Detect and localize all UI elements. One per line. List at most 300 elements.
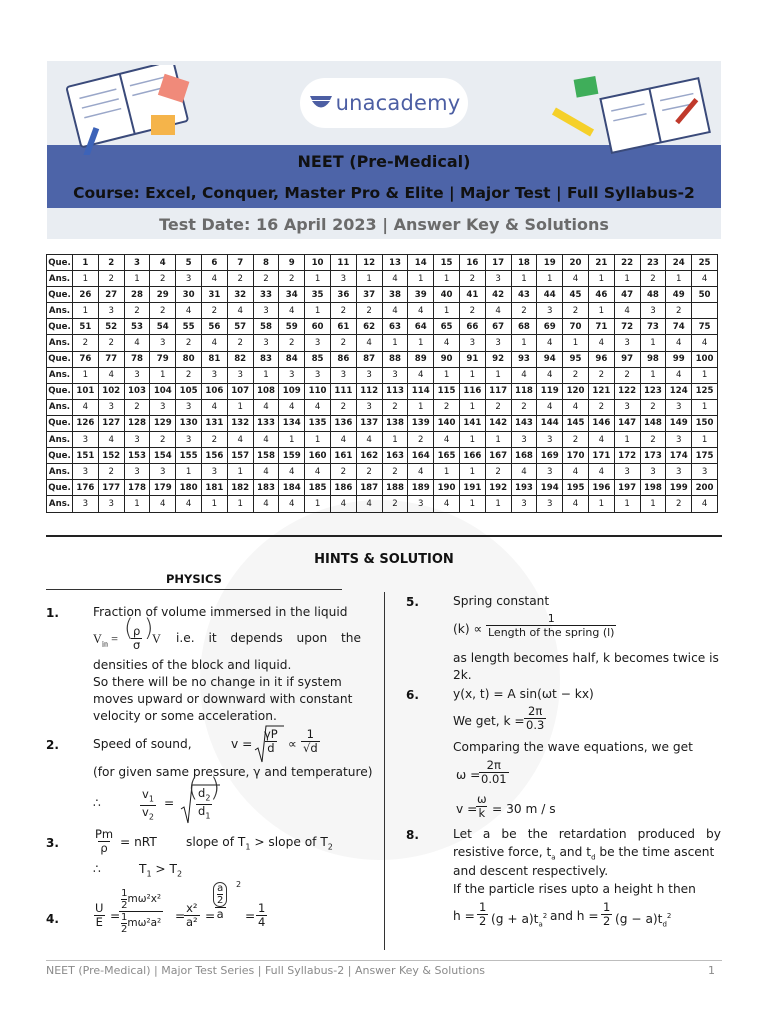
question-cell: 55 xyxy=(176,319,202,335)
answer-cell: 1 xyxy=(73,303,99,319)
q1-line5: moves upward or downward with constant xyxy=(93,692,353,706)
question-cell: 58 xyxy=(253,319,279,335)
answer-cell: 4 xyxy=(356,335,382,351)
answer-cell: 1 xyxy=(305,496,331,512)
answer-cell: 1 xyxy=(588,303,614,319)
question-cell: 190 xyxy=(434,480,460,496)
question-cell: 159 xyxy=(279,448,305,464)
test-date: Test Date: 16 April 2023 | Answer Key & Solutions xyxy=(159,215,609,234)
answer-cell: 1 xyxy=(459,464,485,480)
question-cell: 181 xyxy=(201,480,227,496)
question-cell: 76 xyxy=(73,351,99,367)
answer-cell: 4 xyxy=(279,464,305,480)
answer-cell: 4 xyxy=(511,367,537,383)
answer-cell: 2 xyxy=(98,271,124,287)
answer-cell: 1 xyxy=(459,496,485,512)
question-cell: 21 xyxy=(588,255,614,271)
answer-cell: 3 xyxy=(537,432,563,448)
q4-eq3: = xyxy=(205,909,216,923)
answer-cell: 2 xyxy=(227,271,253,287)
question-cell: 28 xyxy=(124,287,150,303)
q2-label: Speed of sound, xyxy=(93,737,192,751)
answer-cell: 3 xyxy=(150,464,176,480)
answer-cell: 1 xyxy=(511,335,537,351)
notebook-illustration-icon xyxy=(43,65,203,155)
question-cell: 79 xyxy=(150,351,176,367)
answer-cell: 2 xyxy=(666,496,692,512)
q8-and: and h = xyxy=(550,909,599,923)
question-cell: 33 xyxy=(253,287,279,303)
question-cell: 102 xyxy=(98,383,124,399)
answer-cell: 3 xyxy=(330,271,356,287)
answer-cell: 2 xyxy=(459,303,485,319)
answer-cell: 2 xyxy=(640,432,666,448)
q6-v: v = xyxy=(456,802,478,816)
answer-cell: 1 xyxy=(356,271,382,287)
q2-prop: ∝ xyxy=(288,737,297,751)
question-cell: 1 xyxy=(73,255,99,271)
answer-cell: 4 xyxy=(305,399,331,415)
answer-cell: 1 xyxy=(227,399,253,415)
section-divider xyxy=(46,535,722,537)
answer-cell: 3 xyxy=(124,432,150,448)
answer-cell: 1 xyxy=(124,496,150,512)
question-cell: 91 xyxy=(459,351,485,367)
answer-cell: 1 xyxy=(227,464,253,480)
question-cell: 34 xyxy=(279,287,305,303)
question-cell: 80 xyxy=(176,351,202,367)
question-cell: 62 xyxy=(356,319,382,335)
answer-cell: 3 xyxy=(201,464,227,480)
answer-cell: 1 xyxy=(588,496,614,512)
q4-u-over-e: $\frac{U}{E}$ xyxy=(95,901,104,929)
answer-cell: 2 xyxy=(588,367,614,383)
ans-label: Ans. xyxy=(47,271,73,287)
answer-cell: 1 xyxy=(305,432,331,448)
question-cell: 183 xyxy=(253,480,279,496)
answer-cell: 3 xyxy=(640,303,666,319)
answer-cell: 4 xyxy=(176,496,202,512)
question-cell: 168 xyxy=(511,448,537,464)
answer-cell: 3 xyxy=(305,367,331,383)
answer-cell: 4 xyxy=(305,464,331,480)
answer-cell: 2 xyxy=(614,367,640,383)
answer-cell: 1 xyxy=(305,303,331,319)
q5-line2: as length becomes half, k becomes twice is xyxy=(453,651,719,665)
question-cell: 169 xyxy=(537,448,563,464)
answer-cell: 3 xyxy=(537,496,563,512)
q6-omega-frac: $\frac{2\pi}{0.01}$ xyxy=(481,758,507,786)
answer-cell: 4 xyxy=(279,496,305,512)
question-number: 6. xyxy=(406,688,419,702)
answer-row xyxy=(47,464,718,480)
answer-cell: 1 xyxy=(640,335,666,351)
answer-cell: 4 xyxy=(279,399,305,415)
q6-k-frac: $\frac{2\pi}{0.3}$ xyxy=(526,704,545,732)
answer-cell: 3 xyxy=(614,464,640,480)
q4-eq4: = xyxy=(245,909,256,923)
question-cell: 149 xyxy=(666,415,692,431)
answer-cell: 1 xyxy=(434,303,460,319)
answer-cell: 4 xyxy=(666,367,692,383)
answer-row xyxy=(47,496,718,512)
q2-paren-open: ( xyxy=(188,773,199,803)
que-label: Que. xyxy=(47,287,73,303)
question-cell: 179 xyxy=(150,480,176,496)
question-cell: 59 xyxy=(279,319,305,335)
q6-v-frac: $\frac{\omega}{k}$ xyxy=(477,792,487,820)
q2-fraction: $\frac{\gamma P}{d}$ xyxy=(264,727,278,755)
question-cell: 23 xyxy=(640,255,666,271)
answer-cell: 1 xyxy=(201,496,227,512)
question-cell: 31 xyxy=(201,287,227,303)
q4-result: $\frac{1}{4}$ xyxy=(258,901,266,929)
answer-cell: 3 xyxy=(176,271,202,287)
answer-cell: 2 xyxy=(640,271,666,287)
answer-cell: 3 xyxy=(485,335,511,351)
question-cell: 152 xyxy=(98,448,124,464)
answer-cell: 2 xyxy=(98,464,124,480)
answer-cell: 4 xyxy=(253,464,279,480)
question-cell: 193 xyxy=(511,480,537,496)
question-cell: 54 xyxy=(150,319,176,335)
subject-underline xyxy=(46,589,342,590)
q5-fraction: 1 Length of the spring (l) xyxy=(488,612,615,639)
answer-cell: 4 xyxy=(408,367,434,383)
book-illustration-icon xyxy=(545,70,720,155)
q8-line4: If the particle rises upto a height h then xyxy=(453,882,696,896)
answer-cell: 4 xyxy=(588,335,614,351)
answer-cell: 2 xyxy=(382,496,408,512)
question-cell: 112 xyxy=(356,383,382,399)
answer-cell: 2 xyxy=(330,335,356,351)
question-cell: 186 xyxy=(330,480,356,496)
q2-therefore: ∴ xyxy=(93,796,101,810)
answer-cell: 3 xyxy=(614,335,640,351)
answer-cell: 3 xyxy=(150,399,176,415)
q1-line6: velocity or some acceleration. xyxy=(93,709,277,723)
ans-label: Ans. xyxy=(47,303,73,319)
question-cell: 56 xyxy=(201,319,227,335)
question-cell: 145 xyxy=(563,415,589,431)
question-cell: 60 xyxy=(305,319,331,335)
answer-cell: 2 xyxy=(563,432,589,448)
q6-eq: y(x, t) = A sin(ωt − kx) xyxy=(453,687,594,701)
que-label: Que. xyxy=(47,255,73,271)
q1-tail: i.e. it depends upon the xyxy=(176,631,361,645)
question-cell: 71 xyxy=(588,319,614,335)
answer-cell: 1 xyxy=(279,432,305,448)
ans-label: Ans. xyxy=(47,367,73,383)
answer-cell: 4 xyxy=(382,271,408,287)
question-cell: 150 xyxy=(692,415,718,431)
answer-cell: 4 xyxy=(382,303,408,319)
question-cell: 185 xyxy=(305,480,331,496)
answer-cell: 3 xyxy=(356,367,382,383)
question-cell: 167 xyxy=(485,448,511,464)
q8-half1: $\frac{1}{2}$ xyxy=(479,900,487,928)
que-label: Que. xyxy=(47,319,73,335)
question-cell: 94 xyxy=(537,351,563,367)
question-row xyxy=(47,383,718,399)
answer-cell: 2 xyxy=(124,399,150,415)
question-cell: 184 xyxy=(279,480,305,496)
answer-cell: 3 xyxy=(511,496,537,512)
q1-vin: $V_{in}$ = xyxy=(93,632,118,649)
answer-cell: 2 xyxy=(434,399,460,415)
question-cell: 141 xyxy=(459,415,485,431)
q1-line4: So there will be no change in it if system xyxy=(93,675,342,689)
answer-cell: 3 xyxy=(485,271,511,287)
answer-cell: 4 xyxy=(563,271,589,287)
answer-cell: 1 xyxy=(382,335,408,351)
answer-cell: 4 xyxy=(227,303,253,319)
answer-cell: 4 xyxy=(356,496,382,512)
question-row xyxy=(47,255,718,271)
answer-cell: 4 xyxy=(692,271,718,287)
answer-row xyxy=(47,432,718,448)
question-cell: 138 xyxy=(382,415,408,431)
question-cell: 200 xyxy=(692,480,718,496)
answer-cell: 1 xyxy=(614,432,640,448)
question-cell: 74 xyxy=(666,319,692,335)
question-cell: 129 xyxy=(150,415,176,431)
answer-cell: 4 xyxy=(434,432,460,448)
answer-cell: 2 xyxy=(124,303,150,319)
answer-cell: 2 xyxy=(176,335,202,351)
answer-cell: 2 xyxy=(150,432,176,448)
question-cell: 77 xyxy=(98,351,124,367)
brand-name: unacademy xyxy=(335,91,461,115)
question-cell: 171 xyxy=(588,448,614,464)
question-cell: 174 xyxy=(666,448,692,464)
question-cell: 163 xyxy=(382,448,408,464)
q2-line2: (for given same pressure, γ and temperature) xyxy=(93,765,373,779)
q5-label: Spring constant xyxy=(453,594,550,608)
answer-cell: 1 xyxy=(692,367,718,383)
q8-expr2: $(g - a)t_d^2$ xyxy=(615,912,672,929)
question-cell: 64 xyxy=(408,319,434,335)
q1-paren-close: ) xyxy=(144,614,154,642)
answer-cell: 1 xyxy=(459,399,485,415)
answer-cell: 4 xyxy=(692,496,718,512)
question-cell: 37 xyxy=(356,287,382,303)
answer-cell: 4 xyxy=(253,399,279,415)
answer-cell: 2 xyxy=(279,271,305,287)
question-cell: 89 xyxy=(408,351,434,367)
question-cell: 175 xyxy=(692,448,718,464)
q1-fraction: $\frac{\rho}{\sigma}$ xyxy=(133,624,141,652)
answer-cell: 1 xyxy=(563,335,589,351)
question-number: 2. xyxy=(46,738,59,752)
question-cell: 122 xyxy=(614,383,640,399)
subject-heading: PHYSICS xyxy=(166,572,222,586)
q3-nrt: = nRT xyxy=(120,835,157,849)
answer-cell: 4 xyxy=(124,335,150,351)
answer-cell: 3 xyxy=(666,432,692,448)
question-cell: 65 xyxy=(434,319,460,335)
question-cell: 99 xyxy=(666,351,692,367)
answer-cell: 1 xyxy=(382,432,408,448)
answer-cell: 4 xyxy=(98,367,124,383)
question-cell: 106 xyxy=(201,383,227,399)
answer-cell: 3 xyxy=(692,464,718,480)
q2-paren-close: ) xyxy=(210,773,221,803)
question-cell: 53 xyxy=(124,319,150,335)
answer-cell: 2 xyxy=(330,303,356,319)
question-cell: 127 xyxy=(98,415,124,431)
question-cell: 18 xyxy=(511,255,537,271)
question-cell: 57 xyxy=(227,319,253,335)
answer-cell: 1 xyxy=(692,432,718,448)
answer-cell: 3 xyxy=(150,335,176,351)
answer-cell: 1 xyxy=(640,367,666,383)
question-cell: 85 xyxy=(305,351,331,367)
answer-cell: 3 xyxy=(614,399,640,415)
answer-cell: 3 xyxy=(459,335,485,351)
q2-eq: = xyxy=(164,796,175,810)
question-cell: 44 xyxy=(537,287,563,303)
question-cell: 114 xyxy=(408,383,434,399)
question-cell: 124 xyxy=(666,383,692,399)
question-cell: 43 xyxy=(511,287,537,303)
question-cell: 119 xyxy=(537,383,563,399)
question-cell: 12 xyxy=(356,255,382,271)
q4-eq2: = xyxy=(175,909,186,923)
question-cell: 17 xyxy=(485,255,511,271)
question-cell: 178 xyxy=(124,480,150,496)
answer-row xyxy=(47,271,718,287)
answer-cell: 2 xyxy=(356,303,382,319)
question-cell: 155 xyxy=(176,448,202,464)
question-cell: 113 xyxy=(382,383,408,399)
question-cell: 61 xyxy=(330,319,356,335)
question-cell: 182 xyxy=(227,480,253,496)
question-cell: 92 xyxy=(485,351,511,367)
question-cell: 78 xyxy=(124,351,150,367)
question-cell: 26 xyxy=(73,287,99,303)
q8-half2: $\frac{1}{2}$ xyxy=(603,900,611,928)
question-number: 5. xyxy=(406,595,419,609)
answer-cell: 2 xyxy=(201,432,227,448)
answer-cell: 4 xyxy=(588,464,614,480)
q5-k-prop: (k) ∝ xyxy=(453,622,483,636)
question-number: 8. xyxy=(406,828,419,842)
answer-cell: 3 xyxy=(98,399,124,415)
answer-cell: 1 xyxy=(485,432,511,448)
answer-cell: 1 xyxy=(485,367,511,383)
question-cell: 158 xyxy=(253,448,279,464)
exam-title: NEET (Pre-Medical) xyxy=(297,152,471,171)
answer-cell: 1 xyxy=(408,399,434,415)
q2-fraction-inv: $\frac{1}{√d}$ xyxy=(303,727,318,755)
answer-cell: 3 xyxy=(253,335,279,351)
question-cell: 107 xyxy=(227,383,253,399)
question-cell: 32 xyxy=(227,287,253,303)
answer-cell: 3 xyxy=(98,496,124,512)
question-number: 3. xyxy=(46,836,59,850)
question-cell: 162 xyxy=(356,448,382,464)
q3-slope: slope of $T_1$ > slope of $T_2$ xyxy=(186,835,333,852)
question-cell: 97 xyxy=(614,351,640,367)
answer-cell: 4 xyxy=(330,432,356,448)
answer-cell: 3 xyxy=(330,367,356,383)
q4-eq1: = xyxy=(110,909,121,923)
answer-cell: 3 xyxy=(98,303,124,319)
answer-cell: 2 xyxy=(563,303,589,319)
question-cell: 5 xyxy=(176,255,202,271)
question-cell: 72 xyxy=(614,319,640,335)
question-cell: 139 xyxy=(408,415,434,431)
question-cell: 161 xyxy=(330,448,356,464)
question-cell: 194 xyxy=(537,480,563,496)
q3-result: $T_1 > T_2$ xyxy=(139,862,183,879)
answer-cell: 4 xyxy=(692,335,718,351)
answer-cell: 4 xyxy=(408,464,434,480)
answer-cell: 1 xyxy=(537,271,563,287)
q2-ratio: $\frac{v_1}{v_2}$ xyxy=(142,787,154,822)
answer-cell: 1 xyxy=(73,367,99,383)
question-cell: 160 xyxy=(305,448,331,464)
question-cell: 84 xyxy=(279,351,305,367)
question-cell: 146 xyxy=(588,415,614,431)
question-cell: 123 xyxy=(640,383,666,399)
answer-cell: 3 xyxy=(511,432,537,448)
answer-cell: 2 xyxy=(201,303,227,319)
ans-label: Ans. xyxy=(47,399,73,415)
question-cell: 66 xyxy=(459,319,485,335)
answer-cell: 2 xyxy=(640,399,666,415)
q4-x-over-a: $\frac{\text{x²}}{\text{a²}}$ xyxy=(186,901,198,929)
question-cell: 63 xyxy=(382,319,408,335)
answer-cell: 3 xyxy=(176,399,202,415)
q8-expr1: $(g + a)t_a^2$ xyxy=(491,912,548,929)
question-cell: 170 xyxy=(563,448,589,464)
answer-cell: 3 xyxy=(356,399,382,415)
answer-cell: 2 xyxy=(150,303,176,319)
question-cell: 125 xyxy=(692,383,718,399)
question-cell: 9 xyxy=(279,255,305,271)
answer-cell: 3 xyxy=(537,303,563,319)
question-cell: 100 xyxy=(692,351,718,367)
que-label: Que. xyxy=(47,383,73,399)
question-cell: 135 xyxy=(305,415,331,431)
answer-cell: 4 xyxy=(537,399,563,415)
q4-big-fraction: 1 2 mω²x² 1 2 mω²a² xyxy=(121,888,162,935)
answer-cell: 3 xyxy=(666,399,692,415)
answer-cell: 3 xyxy=(408,496,434,512)
answer-key-table xyxy=(46,254,718,513)
q3-therefore: ∴ xyxy=(93,862,101,876)
que-label: Que. xyxy=(47,415,73,431)
question-cell: 192 xyxy=(485,480,511,496)
page-number: 1 xyxy=(708,964,715,977)
question-cell: 195 xyxy=(563,480,589,496)
answer-cell: 2 xyxy=(330,464,356,480)
question-cell: 156 xyxy=(201,448,227,464)
answer-cell: 2 xyxy=(511,399,537,415)
q6-omega: ω = xyxy=(456,768,481,782)
answer-cell: 4 xyxy=(201,271,227,287)
question-cell: 11 xyxy=(330,255,356,271)
question-cell: 164 xyxy=(408,448,434,464)
answer-cell: 4 xyxy=(563,496,589,512)
question-cell: 52 xyxy=(98,319,124,335)
question-cell: 132 xyxy=(227,415,253,431)
question-cell: 147 xyxy=(614,415,640,431)
question-cell: 41 xyxy=(459,287,485,303)
question-cell: 82 xyxy=(227,351,253,367)
